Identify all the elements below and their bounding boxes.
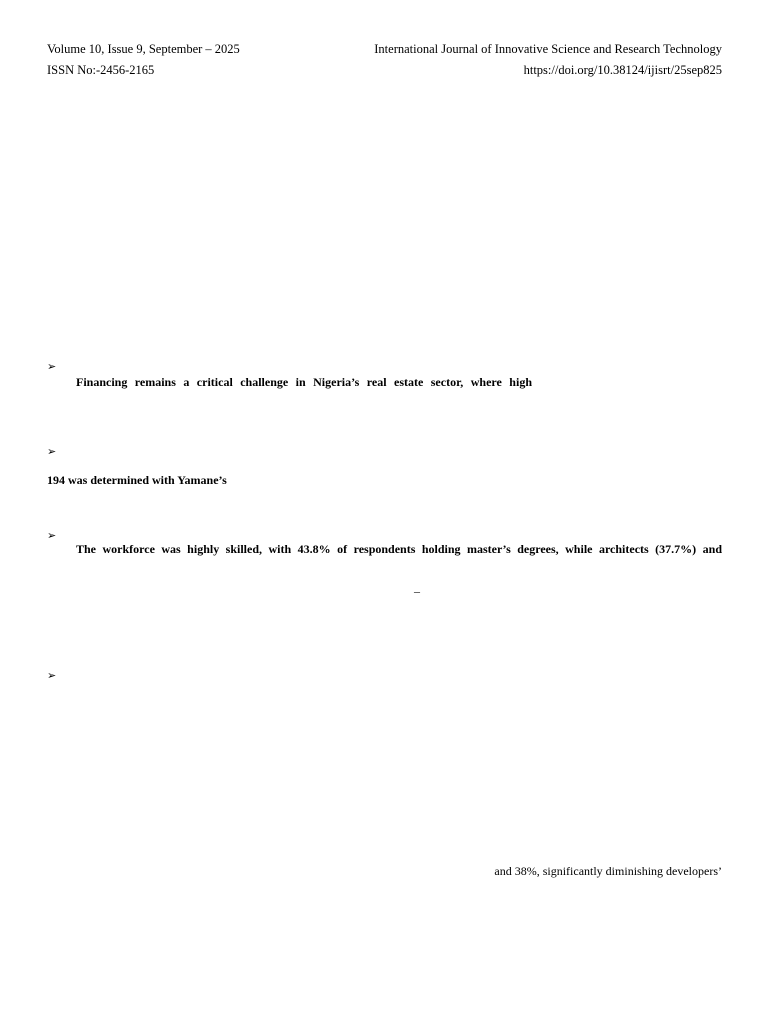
bullet-arrow-icon: ➢ — [47, 669, 57, 682]
issn: ISSN No:-2456-2165 — [47, 63, 155, 77]
bullet-arrow-icon: ➢ — [47, 445, 57, 458]
journal-title: International Journal of Innovative Science and Research Technology — [374, 42, 722, 56]
volume-issue: Volume 10, Issue 9, September – 2025 — [47, 42, 240, 56]
bullet-arrow-icon: ➢ — [47, 360, 57, 373]
bullet-text-workforce: The workforce was highly skilled, with 43.8% of respondents holding master’s degrees, while architects (37.7%) and — [76, 542, 722, 556]
bullet-text-financing: Financing remains a critical challenge in Nigeria’s real estate sector, where high — [76, 375, 532, 389]
trailing-text-fragment: and 38%, significantly diminishing developers’ — [494, 864, 722, 878]
doi-link[interactable]: https://doi.org/10.38124/ijisrt/25sep825 — [523, 63, 722, 77]
bullet-arrow-icon: ➢ — [47, 529, 57, 542]
dash-fragment: – — [414, 584, 420, 598]
bullet-text-sample-size: 194 was determined with Yamane’s — [47, 473, 227, 487]
